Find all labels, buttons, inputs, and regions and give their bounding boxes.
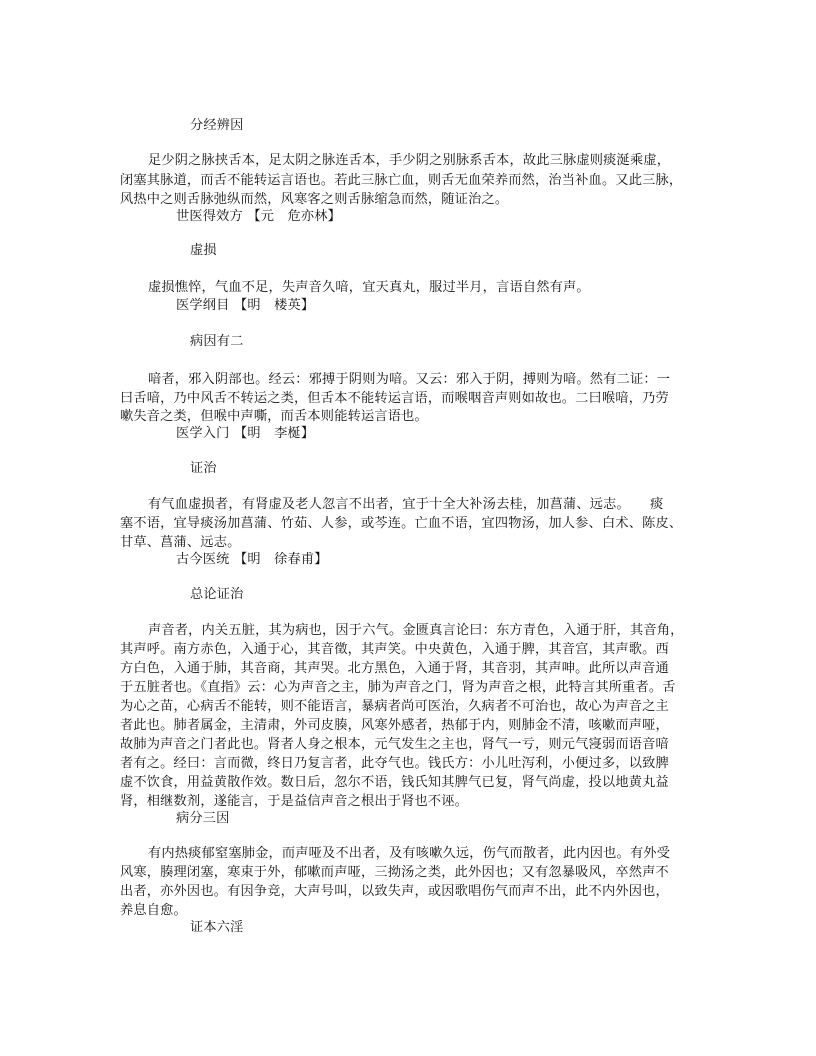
paragraph-line: 故肺为声音之门者此也。肾者人身之根本，元气发生之主也，肾气一亏，则元气寖弱而语音喑 <box>120 737 669 752</box>
paragraph-line: 闭塞其脉道，而舌不能转运言语也。若此三脉亡血，则舌无血荣养而然，治当补血。又此三脉， <box>120 173 683 188</box>
paragraph-line: 风寒，腠理闭塞，寒束于外，郁嗽而声哑，三拗汤之类，此外因也；又有忽暴吸风，卒然声不 <box>120 865 669 880</box>
section-heading: 证本六淫 <box>190 920 244 935</box>
section-heading: 分经辨因 <box>190 118 244 133</box>
paragraph-line: 足少阴之脉挟舌本，足太阴之脉连舌本，手少阴之别脉系舌本，故此三脉虚则痰涎乘虚， <box>148 153 671 168</box>
source-citation: 世医得效方 【元 危亦林】 <box>176 209 342 224</box>
source-citation: 医学纲目 【明 楼英】 <box>176 298 315 313</box>
paragraph-line: 方白色，入通于肺，其音商，其声哭。北方黑色，入通于肾，其音羽，其声呻。此所以声音通 <box>120 661 669 676</box>
section-heading: 病因有二 <box>190 334 244 349</box>
paragraph-line: 于五脏者也。《直指》云：心为声音之主，肺为声音之门，肾为声音之根，此特言其所重者。舌 <box>120 680 676 695</box>
paragraph-line: 曰舌喑，乃中风舌不转运之类，但舌本不能转运言语，而喉咽音声则如故也。二曰喉喑，乃劳 <box>120 391 669 406</box>
section-heading: 总论证治 <box>190 587 244 602</box>
paragraph-line: 养息自愈。 <box>120 903 187 918</box>
paragraph-line: 声音者，内关五脏，其为病也，因于六气。金匮真言论曰：东方青色，入通于肝，其音角， <box>148 623 684 638</box>
paragraph-line: 风热中之则舌脉弛纵而然，风寒客之则舌脉缩急而然，随证治之。 <box>120 192 509 207</box>
paragraph-line: 喑者，邪入阴部也。经云：邪搏于阴则为喑。又云：邪入于阴，搏则为喑。然有二证：一 <box>148 372 671 387</box>
source-citation: 医学入门 【明 李梴】 <box>176 426 315 441</box>
paragraph-line: 有气血虚损者，有肾虚及老人忽言不出者，宜于十全大补汤去桂，加菖蒲、远志。 痰 <box>148 497 664 512</box>
paragraph-line: 甘草、菖蒲、远志。 <box>120 535 241 550</box>
paragraph-line: 虚损憔悴，气血不足，失声音久喑，宜天真丸，服过半月，言语自然有声。 <box>148 280 590 295</box>
section-heading: 虚损 <box>190 243 217 258</box>
paragraph-line: 出者，亦外因也。有因争竞，大声号叫，以致失声，或因歌唱伤气而声不出，此不内外因也， <box>120 884 669 899</box>
section-heading: 证治 <box>190 461 217 476</box>
paragraph-line: 为心之苗，心病舌不能转，则不能语言，暴病者尚可医治，久病者不可治也，故心为声音之主 <box>120 699 669 714</box>
paragraph-line: 肾，相继数剂，遂能言，于是益信声音之根出于肾也不诬。 <box>120 794 469 809</box>
paragraph-line: 虚不饮食，用益黄散作效。数日后，忽尔不语，钱氏知其脾气已复，肾气尚虚，投以地黄丸益 <box>120 775 669 790</box>
paragraph-line: 者此也。肺者属金，主清肃，外司皮腠，风寒外感者，热郁于内，则肺金不清，咳嗽而声哑， <box>120 718 669 733</box>
section-heading: 病分三因 <box>176 811 230 826</box>
paragraph-line: 其声呼。南方赤色，入通于心，其音徵，其声笑。中央黄色，入通于脾，其音宫，其声歌。西 <box>120 642 669 657</box>
paragraph-line: 嗽失音之类，但喉中声嘶，而舌本则能转运言语也。 <box>120 409 428 424</box>
paragraph-line: 有内热痰郁窒塞肺金，而声哑及不出者，及有咳嗽久远，伤气而散者，此内因也。有外受 <box>148 846 671 861</box>
paragraph-line: 塞不语，宜导痰汤加菖蒲、竹茹、人参，或芩连。亡血不语，宜四物汤，加人参、白术、陈皮、 <box>120 516 683 531</box>
paragraph-line: 者有之。经曰：言而微，终日乃复言者，此夺气也。钱氏方：小儿吐泻利，小便过多，以致脾 <box>120 756 669 771</box>
source-citation: 古今医统 【明 徐春甫】 <box>176 552 328 567</box>
